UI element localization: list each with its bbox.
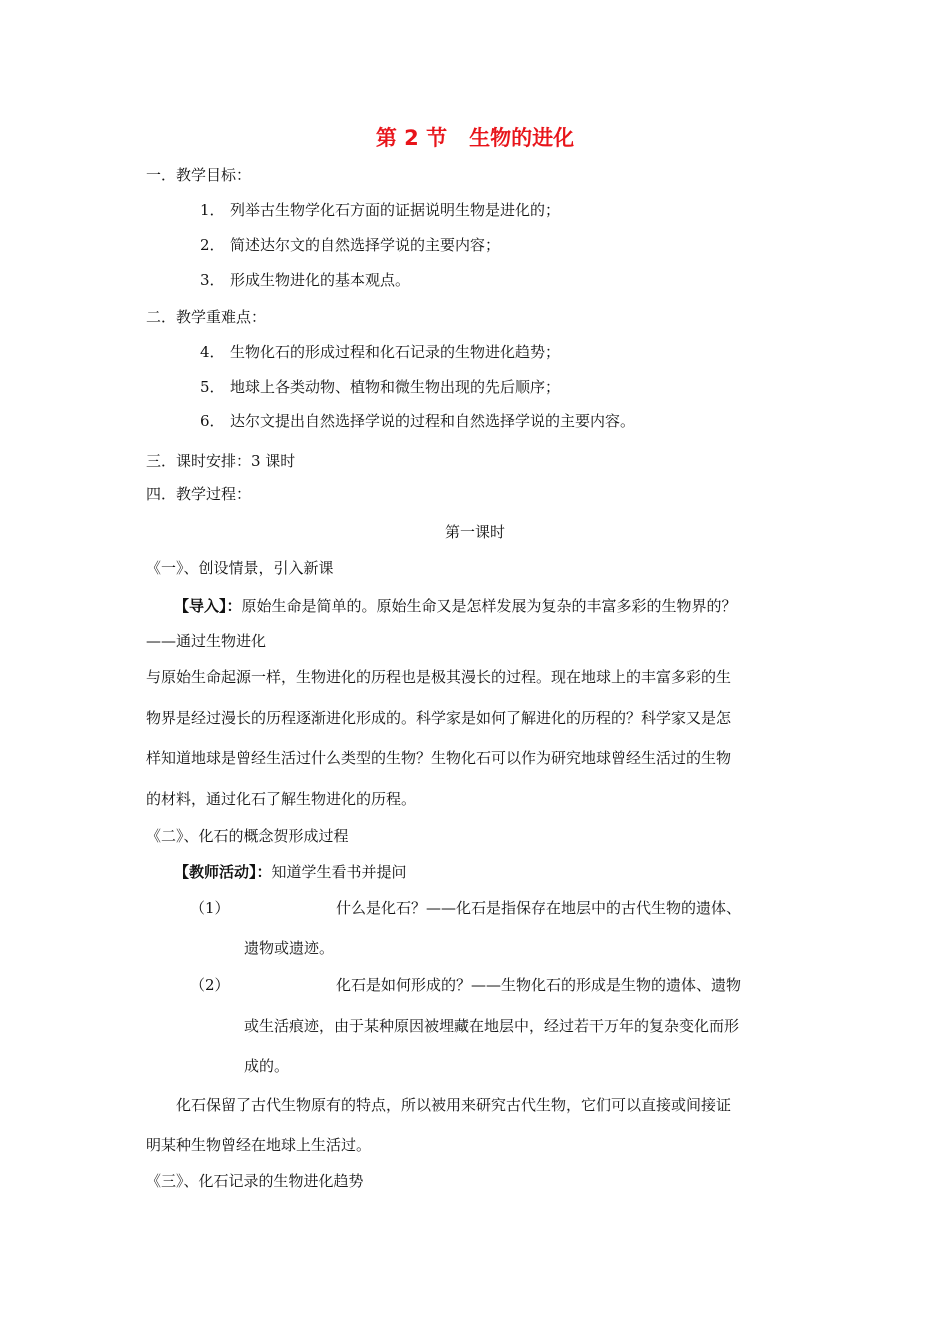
intro-line	[174, 596, 737, 616]
part1-para-line-4: 的材料，通过化石了解生物进化的历程。	[146, 790, 417, 808]
keypoint-item-5-text: 地球上各类动物、植物和微生物出现的先后顺序；	[230, 378, 561, 396]
teacher-activity-text: 知道学生看书并提问	[271, 863, 407, 881]
goal-item-2-text: 简述达尔文的自然选择学说的主要内容；	[230, 236, 501, 254]
part1-para-line-2: 物界是经过漫长的历程逐渐进化形成的。科学家是如何了解进化的历程的？科学家又是怎	[146, 709, 732, 727]
goal-item-1	[200, 200, 560, 220]
part1-para-line-1: 与原始生命起源一样，生物进化的历程也是极其漫长的过程。现在地球上的丰富多彩的生	[146, 668, 732, 686]
goal-item-3-num: 3．	[200, 271, 225, 289]
intro-answer: ——通过生物进化	[146, 632, 267, 650]
summary-line-1: 化石保留了古代生物原有的特点，所以被用来研究古代生物，它们可以直接或间接证	[176, 1096, 732, 1114]
page-title	[0, 124, 950, 152]
question-2-line-2: 或生活痕迹，由于某种原因被埋藏在地层中，经过若干万年的复杂变化而形	[244, 1017, 740, 1035]
summary-line-2: 明某种生物曾经在地球上生活过。	[146, 1136, 372, 1154]
keypoint-item-4-text: 生物化石的形成过程和化石记录的生物进化趋势；	[230, 343, 561, 361]
question-2-line-1: 化石是如何形成的？——生物化石的形成是生物的遗体、遗物	[336, 976, 742, 994]
teacher-activity-label: 【教师活动】：	[174, 863, 272, 881]
question-1-line-2: 遗物或遗迹。	[244, 939, 335, 957]
keypoint-item-5-num: 5．	[200, 378, 225, 396]
goal-item-3-text: 形成生物进化的基本观点。	[230, 271, 411, 289]
keypoint-item-6	[200, 411, 635, 431]
goal-item-1-text: 列举古生物学化石方面的证据说明生物是进化的；	[230, 201, 561, 219]
keypoint-item-6-text: 达尔文提出自然选择学说的过程和自然选择学说的主要内容。	[230, 412, 636, 430]
keypoint-item-5	[200, 377, 560, 397]
question-2-num: （2）	[190, 976, 230, 994]
question-1-line-1: 什么是化石？——化石是指保存在地层中的古代生物的遗体、	[336, 899, 742, 917]
part1-heading: 《一》、创设情景，引入新课	[146, 559, 334, 577]
question-2-line-3: 成的。	[244, 1057, 290, 1075]
keypoint-item-4-num: 4．	[200, 343, 225, 361]
goal-item-2-num: 2．	[200, 236, 225, 254]
goal-item-3	[200, 270, 410, 290]
part1-para-line-3: 样知道地球是曾经生活过什么类型的生物？生物化石可以作为研究地球曾经生活过的生物	[146, 749, 732, 767]
process-heading: 四．教学过程：	[146, 485, 252, 503]
intro-label: 【导入】：	[174, 597, 242, 615]
schedule-line: 三．课时安排：3 课时	[146, 452, 296, 470]
part2-heading: 《二》、化石的概念贺形成过程	[146, 827, 349, 845]
goal-item-2	[200, 235, 500, 255]
keypoint-item-4	[200, 342, 560, 362]
goals-heading: 一．教学目标：	[146, 166, 252, 184]
part3-heading: 《三》、化石记录的生物进化趋势	[146, 1172, 364, 1190]
keypoints-heading: 二．教学重难点：	[146, 308, 267, 326]
question-1-num: （1）	[190, 899, 230, 917]
section-number: 第 2 节	[375, 126, 448, 150]
teacher-activity-line	[174, 862, 407, 882]
intro-text: 原始生命是简单的。原始生命又是怎样发展为复杂的丰富多彩的生物界的？	[241, 597, 737, 615]
goal-item-1-num: 1．	[200, 201, 225, 219]
section-topic: 生物的进化	[469, 126, 575, 150]
keypoint-item-6-num: 6．	[200, 412, 225, 430]
lesson-title: 第一课时	[444, 523, 505, 541]
